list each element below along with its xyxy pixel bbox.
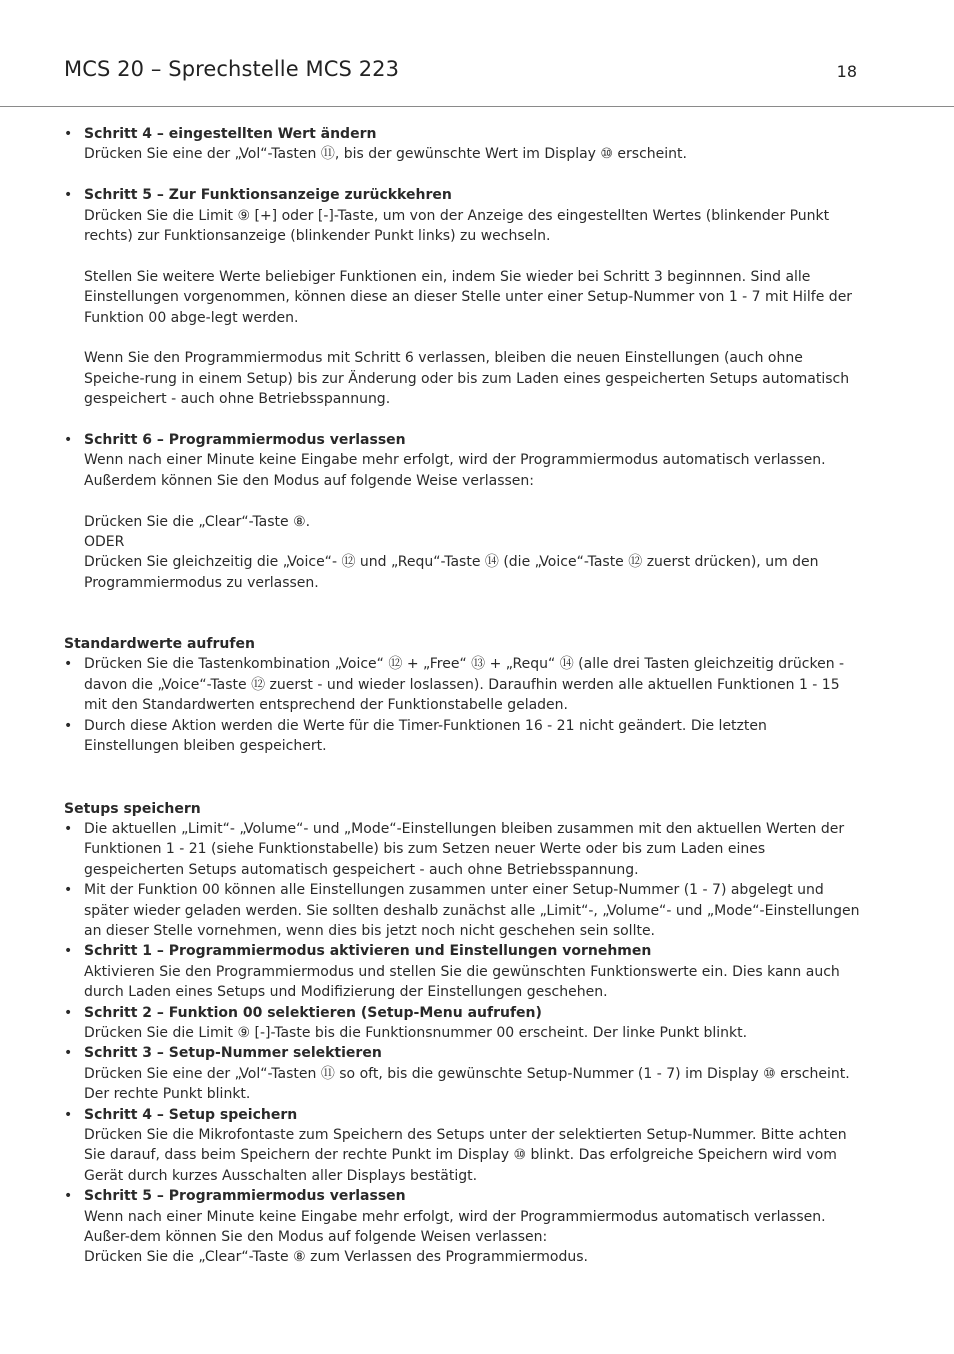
bullet: •: [64, 1004, 73, 1021]
bullet: •: [64, 1106, 73, 1123]
section-heading-standard-values: Standardwerte aufrufen: [64, 636, 255, 653]
setup-step-4-item: [64, 1105, 864, 1187]
step-heading: Schritt 5 – Zur Funktionsanzeige zurückkehren: [84, 187, 452, 204]
step-heading: Schritt 2 – Funktion 00 selektieren (Setup-Menu aufrufen): [84, 1004, 542, 1021]
list-item: [64, 716, 864, 757]
step-text: Drücken Sie die Limit ⑨ [-]-Taste bis die Funktionsnummer 00 erscheint. Der linke Punkt blinkt.: [84, 1024, 748, 1041]
page-number: 18: [836, 62, 857, 81]
setup-step-5-item: [64, 1186, 864, 1268]
step-text: Drücken Sie die „Clear“-Taste ⑧.: [84, 513, 311, 530]
section-heading-save-setups: Setups speichern: [64, 800, 201, 817]
step-text: Drücken Sie eine der „Vol“-Tasten ⑪ so oft, bis die gewünschte Setup-Nummer (1 - 7) im Display ⑩ erscheint. Der rechte Punkt blinkt.: [84, 1065, 850, 1103]
step-text: Drücken Sie die Limit ⑨ [+] oder [-]-Taste, um von der Anzeige des eingestellten Wertes (blinkender Punkt rechts) zur Funktionsanzeige (blinkender Punkt links) zu wechseln.: [84, 207, 830, 245]
step-4-value-item: [64, 124, 864, 165]
step-heading: Schritt 6 – Programmiermodus verlassen: [84, 432, 406, 449]
page-header: [0, 0, 954, 107]
setup-step-3-item: [64, 1043, 864, 1104]
step-text: Aktivieren Sie den Programmiermodus und stellen Sie die gewünschten Funktionswerte ein. Dies kann auch durch Laden eines Setups und Modifizierung der Einstellungen geschehen.: [84, 963, 840, 1001]
step-5-return-item: [64, 185, 864, 246]
list-item-text: Mit der Funktion 00 können alle Einstellungen zusammen unter einer Setup-Nummer (1 - 7) abgelegt und später wieder geladen werden. Sie sollten deshalb zunächst alle „Limit“-, „Volume“- und „Mode“-Einstellungen an dieser Stelle vornehmen, wenn dies bis jetzt noch nicht geschehen sein sollte.: [84, 882, 860, 939]
step-text: Wenn nach einer Minute keine Eingabe mehr erfolgt, wird der Programmiermodus automatisch verlassen. Außerdem können Sie den Modus auf folgende Weise verlassen:: [84, 452, 826, 489]
step-heading: Schritt 4 – eingestellten Wert ändern: [84, 126, 377, 142]
paragraph: Stellen Sie weitere Werte beliebiger Funktionen ein, indem Sie wieder bei Schritt 3 beginnnen. Sind alle Einstellungen vorgenommen, können diese an dieser Stelle unter einer Setup-Nummer von 1 - 7 mit Hilfe der Funktion 00 abge-legt werden.: [84, 268, 853, 326]
page-title: MCS 20 – Sprechstelle MCS 223: [64, 57, 400, 81]
step-heading: Schritt 3 – Setup-Nummer selektieren: [84, 1045, 382, 1062]
bullet: •: [64, 187, 73, 204]
setup-step-1-item: [64, 941, 864, 1002]
setup-step-2-item: [64, 1003, 864, 1044]
step-text: Drücken Sie eine der „Vol“-Tasten ⑪, bis der gewünschte Wert im Display ⑩ erscheint.: [84, 146, 687, 163]
step-text: Wenn nach einer Minute keine Eingabe mehr erfolgt, wird der Programmiermodus automatisch verlassen. Außer-dem können Sie den Modus auf folgende Weisen verlassen:: [84, 1208, 826, 1246]
step-text: ODER: [84, 534, 125, 551]
bullet: •: [64, 943, 73, 960]
paragraph: Wenn Sie den Programmiermodus mit Schritt 6 verlassen, bleiben die neuen Einstellungen (auch ohne Speiche-rung in einem Setup) bis zur Änderung oder bis zum Laden eines gespeicherten Setups automatisch gespeichert - auch ohne Betriebsspannung.: [84, 350, 850, 408]
bullet: •: [64, 717, 73, 734]
bullet: •: [64, 656, 73, 673]
list-item-text: Drücken Sie die Tastenkombination „Voice“ ⑫ + „Free“ ⑬ + „Requ“ ⑭ (alle drei Tasten gleichzeitig drücken - davon die „Voice“-Taste ⑫ zuerst - und wieder loslassen). Daraufhin werden alle aktuellen Funktionen 1 - 15 mit den Standardwerten entsprechend der Funktionstabelle geladen.: [84, 656, 845, 714]
step-text: Drücken Sie gleichzeitig die „Voice“- ⑫ und „Requ“-Taste ⑭ (die „Voice“-Taste ⑫ zuerst drücken), um den Programmiermodus zu verlassen.: [84, 554, 819, 591]
bullet: •: [64, 1188, 73, 1205]
list-item: [64, 880, 864, 941]
page-content: [64, 124, 864, 1268]
bullet: •: [64, 1045, 73, 1062]
step-6-exit-item: [64, 430, 864, 593]
list-item-text: Durch diese Aktion werden die Werte für die Timer-Funktionen 16 - 21 nicht geändert. Die letzten Einstellungen bleiben gespeichert.: [84, 717, 767, 755]
bullet: •: [64, 126, 73, 142]
step-heading: Schritt 5 – Programmiermodus verlassen: [84, 1188, 406, 1205]
step-text: Drücken Sie die Mikrofontaste zum Speichern des Setups unter der selektierten Setup-Nummer. Bitte achten Sie darauf, dass beim Speichern der rechte Punkt im Display ⑩ blinkt. Das erfolgreiche Speichern wird vom Gerät durch kurzes Ausschalten aller Displays bestätigt.: [84, 1127, 847, 1184]
list-item: [64, 654, 864, 715]
bullet: •: [64, 820, 73, 837]
step-text: Drücken Sie die „Clear“-Taste ⑧ zum Verlassen des Programmiermodus.: [84, 1249, 588, 1266]
list-item-text: Die aktuellen „Limit“- „Volume“- und „Mode“-Einstellungen bleiben zusammen mit den aktuellen Werten der Funktionen 1 - 21 (siehe Funktionstabelle) bis zum Setzen neuer Werte oder bis zum Laden eines gespeicherten Setups automatisch gespeichert - auch ohne Betriebsspannung.: [84, 820, 845, 878]
list-item: [64, 819, 864, 880]
bullet: •: [64, 432, 73, 449]
bullet: •: [64, 882, 73, 899]
step-heading: Schritt 4 – Setup speichern: [84, 1106, 298, 1123]
step-heading: Schritt 1 – Programmiermodus aktivieren und Einstellungen vornehmen: [84, 943, 652, 960]
